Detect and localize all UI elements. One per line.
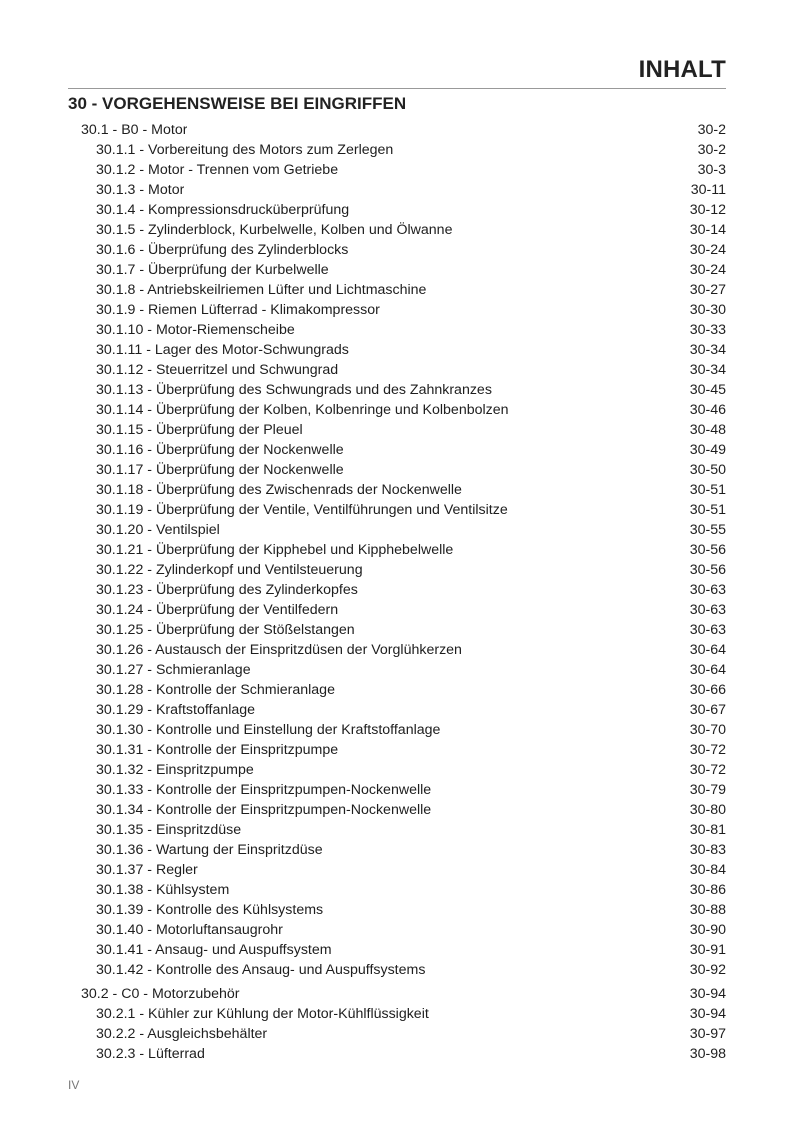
toc-entry[interactable]: [68, 200, 726, 220]
toc-entry[interactable]: [68, 160, 726, 180]
toc-entry[interactable]: [68, 580, 726, 600]
toc-entry-label: 30.1.34 - Kontrolle der Einspritzpumpen-Nockenwelle: [96, 802, 432, 818]
toc-entry-label: 30.1.10 - Motor-Riemenscheibe: [96, 322, 295, 338]
toc-entry-page: 30-24: [689, 262, 726, 278]
toc-entry[interactable]: [68, 860, 726, 880]
toc-entry[interactable]: [68, 380, 726, 400]
toc-entry-label: 30.1.1 - Vorbereitung des Motors zum Zerlegen: [96, 142, 394, 158]
toc-entry[interactable]: [68, 220, 726, 240]
toc-entry[interactable]: [68, 940, 726, 960]
toc-entry[interactable]: [68, 360, 726, 380]
toc-entry-label: 30.1.24 - Überprüfung der Ventilfedern: [96, 602, 339, 618]
toc-entry[interactable]: [68, 520, 726, 540]
toc-entry-page: 30-70: [689, 722, 726, 738]
toc-entry[interactable]: [68, 660, 726, 680]
toc-entry-label: 30.1.5 - Zylinderblock, Kurbelwelle, Kolben und Ölwanne: [96, 222, 453, 238]
toc-entry-label: 30.1.11 - Lager des Motor-Schwungrads: [96, 342, 349, 358]
toc-entry-label: 30.1.3 - Motor: [96, 182, 185, 198]
toc-entry[interactable]: [68, 280, 726, 300]
toc-entry-label: 30.1.22 - Zylinderkopf und Ventilsteuerung: [96, 562, 363, 578]
toc-entry[interactable]: [68, 460, 726, 480]
toc-entry-page: 30-63: [689, 622, 726, 638]
toc-entry-label: 30.1.2 - Motor - Trennen vom Getriebe: [96, 162, 339, 178]
toc-entry-label: 30.1.31 - Kontrolle der Einspritzpumpe: [96, 742, 339, 758]
toc-entry-label: 30.2.1 - Kühler zur Kühlung der Motor-Kühlflüssigkeit: [96, 1006, 429, 1022]
toc-entry-label: 30.1.35 - Einspritzdüse: [96, 822, 242, 838]
toc-entry[interactable]: [68, 320, 726, 340]
toc-entry-page: 30-67: [689, 702, 726, 718]
toc-entry-label: 30.1.23 - Überprüfung des Zylinderkopfes: [96, 582, 358, 598]
toc-entry[interactable]: [68, 740, 726, 760]
toc-entry[interactable]: [68, 820, 726, 840]
toc-entry-label: 30.1.9 - Riemen Lüfterrad - Klimakompressor: [96, 302, 380, 318]
footer-page-number: IV: [68, 1078, 80, 1092]
toc-entry-label: 30.1.38 - Kühlsystem: [96, 882, 230, 898]
toc-entry-label: 30.2 - C0 - Motorzubehör: [81, 986, 240, 1002]
toc-entry[interactable]: [68, 960, 726, 980]
toc-entry-page: 30-94: [689, 986, 726, 1002]
section-title: 30 - VORGEHENSWEISE BEI EINGRIFFEN: [68, 94, 407, 113]
toc-entry-page: 30-86: [689, 882, 726, 898]
toc-entry-label: 30.1.30 - Kontrolle und Einstellung der Kraftstoffanlage: [96, 722, 441, 738]
toc-entry-label: 30.1.29 - Kraftstoffanlage: [96, 702, 256, 718]
toc-entry-label: 30.1.16 - Überprüfung der Nockenwelle: [96, 442, 344, 458]
toc-entry-page: 30-55: [689, 522, 726, 538]
toc-entry-label: 30.1.19 - Überprüfung der Ventile, Ventilführungen und Ventilsitze: [96, 502, 508, 518]
toc-entry-label: 30.1.36 - Wartung der Einspritzdüse: [96, 842, 323, 858]
toc-entry-page: 30-14: [689, 222, 726, 238]
toc-entry[interactable]: [68, 400, 726, 420]
toc-entry-page: 30-45: [689, 382, 726, 398]
toc-entry-page: 30-12: [689, 202, 726, 218]
toc-entry-page: 30-91: [689, 942, 726, 958]
toc-entry-label: 30.1.6 - Überprüfung des Zylinderblocks: [96, 242, 349, 258]
toc-entry-page: 30-49: [689, 442, 726, 458]
toc-entry[interactable]: [68, 600, 726, 620]
toc-entry-label: 30.1.28 - Kontrolle der Schmieranlage: [96, 682, 335, 698]
toc-entry-page: 30-56: [689, 542, 726, 558]
toc-entry[interactable]: [68, 540, 726, 560]
toc-chapter-entry[interactable]: [68, 984, 726, 1004]
toc-entry[interactable]: [68, 780, 726, 800]
toc-entry-page: 30-33: [689, 322, 726, 338]
toc-entry-page: 30-84: [689, 862, 726, 878]
toc-entry-page: 30-63: [689, 582, 726, 598]
toc-entry-page: 30-64: [689, 642, 726, 658]
toc-entry[interactable]: [68, 240, 726, 260]
toc-entry-page: 30-3: [697, 162, 726, 178]
toc-entry-label: 30.1.33 - Kontrolle der Einspritzpumpen-Nockenwelle: [96, 782, 432, 798]
toc-entry-label: 30.1.20 - Ventilspiel: [96, 522, 220, 538]
toc-entry-label: 30.1.7 - Überprüfung der Kurbelwelle: [96, 262, 329, 278]
toc-entry-page: 30-79: [689, 782, 726, 798]
toc-entry[interactable]: [68, 880, 726, 900]
toc-entry-label: 30.1.27 - Schmieranlage: [96, 662, 251, 678]
toc-entry[interactable]: [68, 140, 726, 160]
toc-entry-label: 30.1.17 - Überprüfung der Nockenwelle: [96, 462, 344, 478]
toc-entry-label: 30.1.21 - Überprüfung der Kipphebel und Kipphebelwelle: [96, 542, 454, 558]
toc-entry[interactable]: [68, 560, 726, 580]
toc-entry-label: 30.1 - B0 - Motor: [81, 122, 188, 138]
toc-entry[interactable]: [68, 920, 726, 940]
toc-entry-page: 30-34: [689, 362, 726, 378]
toc-entry-page: 30-2: [697, 122, 726, 138]
toc-entry-page: 30-50: [689, 462, 726, 478]
toc-entry-label: 30.2.3 - Lüfterrad: [96, 1046, 205, 1062]
toc-entry[interactable]: [68, 1024, 726, 1044]
toc-entry-page: 30-51: [689, 482, 726, 498]
toc-entry-page: 30-24: [689, 242, 726, 258]
toc-entry-page: 30-11: [690, 182, 726, 198]
toc-entry-label: 30.1.8 - Antriebskeilriemen Lüfter und Lichtmaschine: [96, 282, 427, 298]
toc-entry[interactable]: [68, 500, 726, 520]
toc-entry[interactable]: [68, 300, 726, 320]
toc-entry-page: 30-2: [697, 142, 726, 158]
toc-entry-page: 30-46: [689, 402, 726, 418]
toc-entry[interactable]: [68, 640, 726, 660]
toc-entry-label: 30.1.18 - Überprüfung des Zwischenrads der Nockenwelle: [96, 482, 462, 498]
toc-chapter-entry[interactable]: [68, 120, 726, 140]
toc-entry-page: 30-90: [689, 922, 726, 938]
toc-entry-label: 30.1.25 - Überprüfung der Stößelstangen: [96, 622, 355, 638]
toc-entry-label: 30.1.4 - Kompressionsdrucküberprüfung: [96, 202, 350, 218]
toc-entry-label: 30.1.12 - Steuerritzel und Schwungrad: [96, 362, 339, 378]
toc-entry[interactable]: [68, 760, 726, 780]
toc-entry[interactable]: [68, 720, 726, 740]
toc-entry[interactable]: [68, 1004, 726, 1024]
toc-entry[interactable]: [68, 340, 726, 360]
toc-entry[interactable]: [68, 440, 726, 460]
table-of-contents: [68, 120, 726, 1064]
toc-entry-page: 30-94: [689, 1006, 726, 1022]
toc-entry-page: 30-63: [689, 602, 726, 618]
toc-entry[interactable]: [68, 700, 726, 720]
toc-entry-page: 30-72: [689, 742, 726, 758]
toc-entry[interactable]: [68, 620, 726, 640]
toc-entry[interactable]: [68, 840, 726, 860]
header-divider: [68, 88, 726, 89]
toc-entry-label: 30.1.42 - Kontrolle des Ansaug- und Auspuffsystems: [96, 962, 426, 978]
toc-entry-page: 30-97: [689, 1026, 726, 1042]
toc-entry-page: 30-98: [689, 1046, 726, 1062]
toc-entry-label: 30.2.2 - Ausgleichsbehälter: [96, 1026, 268, 1042]
toc-entry[interactable]: [68, 800, 726, 820]
toc-entry-page: 30-81: [689, 822, 726, 838]
toc-entry-label: 30.1.13 - Überprüfung des Schwungrads und des Zahnkranzes: [96, 382, 492, 398]
toc-entry-page: 30-66: [689, 682, 726, 698]
toc-entry-page: 30-72: [689, 762, 726, 778]
toc-entry[interactable]: [68, 900, 726, 920]
toc-entry-label: 30.1.37 - Regler: [96, 862, 198, 878]
toc-entry-label: 30.1.40 - Motorluftansaugrohr: [96, 922, 283, 938]
toc-entry[interactable]: [68, 480, 726, 500]
toc-entry-page: 30-30: [689, 302, 726, 318]
toc-entry[interactable]: [68, 260, 726, 280]
toc-entry-page: 30-56: [689, 562, 726, 578]
toc-entry-label: 30.1.26 - Austausch der Einspritzdüsen der Vorglühkerzen: [96, 642, 462, 658]
toc-entry[interactable]: [68, 680, 726, 700]
toc-entry-label: 30.1.39 - Kontrolle des Kühlsystems: [96, 902, 324, 918]
toc-entry-page: 30-51: [689, 502, 726, 518]
toc-entry-page: 30-34: [689, 342, 726, 358]
toc-entry[interactable]: [68, 420, 726, 440]
toc-entry-page: 30-27: [689, 282, 726, 298]
toc-entry[interactable]: [68, 180, 726, 200]
toc-entry-label: 30.1.14 - Überprüfung der Kolben, Kolbenringe und Kolbenbolzen: [96, 402, 509, 418]
toc-entry-page: 30-88: [689, 902, 726, 918]
toc-entry[interactable]: [68, 1044, 726, 1064]
toc-entry-page: 30-80: [689, 802, 726, 818]
toc-entry-label: 30.1.15 - Überprüfung der Pleuel: [96, 422, 303, 438]
toc-entry-label: 30.1.32 - Einspritzpumpe: [96, 762, 254, 778]
toc-entry-page: 30-48: [689, 422, 726, 438]
toc-entry-page: 30-64: [689, 662, 726, 678]
toc-entry-page: 30-83: [689, 842, 726, 858]
page-header-title: INHALT: [638, 56, 726, 83]
toc-entry-label: 30.1.41 - Ansaug- und Auspuffsystem: [96, 942, 332, 958]
toc-entry-page: 30-92: [689, 962, 726, 978]
